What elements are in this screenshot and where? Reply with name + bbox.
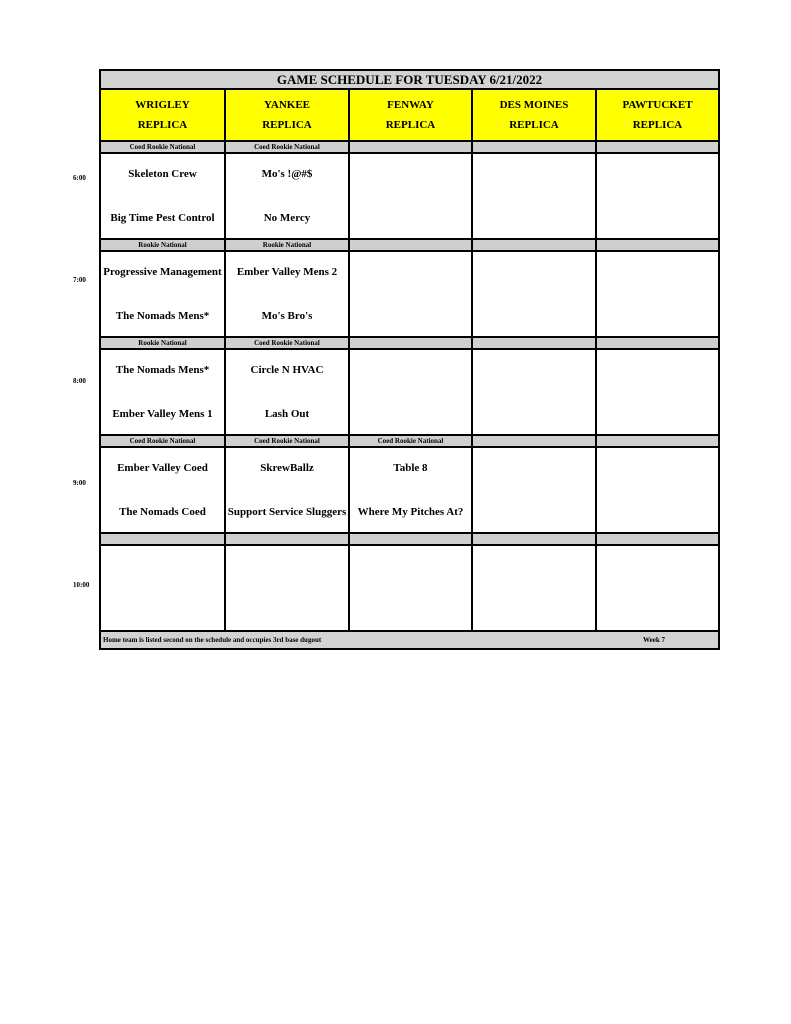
game-cell xyxy=(225,545,349,631)
division-label: Rookie National xyxy=(100,337,225,349)
away-team: Mo's !@#$ xyxy=(261,168,313,180)
home-team: Lash Out xyxy=(264,408,310,420)
division-label xyxy=(596,533,719,545)
field-subtitle: REPLICA xyxy=(509,119,559,131)
division-label xyxy=(596,435,719,447)
field-name: YANKEE xyxy=(263,99,311,111)
game-cell xyxy=(100,545,225,631)
division-label xyxy=(472,239,596,251)
time-label: 6:00 xyxy=(73,174,86,182)
game-cell xyxy=(349,251,472,337)
game-cell xyxy=(472,349,596,435)
division-label xyxy=(596,239,719,251)
game-cell xyxy=(100,153,225,239)
home-team: The Nomads Coed xyxy=(119,506,206,518)
home-team-note: Home team is listed second on the schedule and occupies 3rd base dugout xyxy=(103,636,322,644)
time-label: 10:00 xyxy=(73,581,90,589)
division-label: Coed Rookie National xyxy=(225,337,349,349)
division-label xyxy=(472,533,596,545)
division-label xyxy=(472,337,596,349)
division-label: Coed Rookie National xyxy=(349,435,472,447)
division-label xyxy=(349,141,472,153)
game-cell xyxy=(596,447,719,533)
schedule-table xyxy=(99,69,720,650)
division-label: Coed Rookie National xyxy=(225,141,349,153)
division-label xyxy=(349,337,472,349)
game-cell xyxy=(472,251,596,337)
field-name: PAWTUCKET xyxy=(622,99,693,111)
schedule-title: GAME SCHEDULE FOR TUESDAY 6/21/2022 xyxy=(100,70,719,89)
division-label xyxy=(349,533,472,545)
game-cell xyxy=(349,545,472,631)
division-label xyxy=(596,141,719,153)
field-header xyxy=(225,89,349,141)
field-header xyxy=(596,89,719,141)
division-label: Coed Rookie National xyxy=(100,435,225,447)
home-team: Support Service Sluggers xyxy=(227,506,347,518)
game-cell xyxy=(100,349,225,435)
game-cell xyxy=(596,545,719,631)
field-header xyxy=(472,89,596,141)
division-label: Rookie National xyxy=(100,239,225,251)
home-team: Where My Pitches At? xyxy=(357,506,464,518)
division-label xyxy=(100,533,225,545)
game-cell xyxy=(100,251,225,337)
away-team: Ember Valley Mens 2 xyxy=(236,266,338,278)
away-team: The Nomads Mens* xyxy=(115,364,210,376)
division-label xyxy=(225,533,349,545)
time-label: 7:00 xyxy=(73,276,86,284)
schedule-sheet xyxy=(99,69,718,650)
time-label: 9:00 xyxy=(73,479,86,487)
home-team: Mo's Bro's xyxy=(261,310,313,322)
away-team: Progressive Management xyxy=(103,266,222,278)
game-cell xyxy=(225,447,349,533)
schedule-footer xyxy=(100,631,719,649)
division-label xyxy=(472,141,596,153)
game-cell xyxy=(596,153,719,239)
field-name: FENWAY xyxy=(387,99,434,111)
field-subtitle: REPLICA xyxy=(137,119,188,131)
game-cell xyxy=(225,153,349,239)
division-label: Coed Rookie National xyxy=(100,141,225,153)
field-name: WRIGLEY xyxy=(135,99,190,111)
game-cell xyxy=(225,251,349,337)
away-team: Skeleton Crew xyxy=(128,168,197,180)
week-label: Week 7 xyxy=(643,636,665,644)
field-name: DES MOINES xyxy=(499,99,569,111)
field-subtitle: REPLICA xyxy=(385,119,436,131)
division-label: Rookie National xyxy=(225,239,349,251)
field-header xyxy=(349,89,472,141)
division-label xyxy=(472,435,596,447)
game-cell xyxy=(596,251,719,337)
field-subtitle: REPLICA xyxy=(632,119,683,131)
home-team: Ember Valley Mens 1 xyxy=(112,408,213,420)
game-cell xyxy=(225,349,349,435)
game-cell xyxy=(596,349,719,435)
away-team: Ember Valley Coed xyxy=(117,462,208,474)
game-cell xyxy=(349,447,472,533)
game-cell xyxy=(349,153,472,239)
field-subtitle: REPLICA xyxy=(262,119,312,131)
home-team: Big Time Pest Control xyxy=(110,212,215,224)
away-team: SkrewBallz xyxy=(260,462,314,474)
field-header xyxy=(100,89,225,141)
division-label xyxy=(596,337,719,349)
home-team: The Nomads Mens* xyxy=(115,310,210,322)
game-cell xyxy=(472,153,596,239)
game-cell xyxy=(349,349,472,435)
game-cell xyxy=(472,545,596,631)
home-team: No Mercy xyxy=(263,212,311,224)
game-cell xyxy=(100,447,225,533)
away-team: Table 8 xyxy=(393,462,428,474)
division-label: Coed Rookie National xyxy=(225,435,349,447)
away-team: Circle N HVAC xyxy=(250,364,324,376)
division-label xyxy=(349,239,472,251)
time-label: 8:00 xyxy=(73,377,86,385)
game-cell xyxy=(472,447,596,533)
